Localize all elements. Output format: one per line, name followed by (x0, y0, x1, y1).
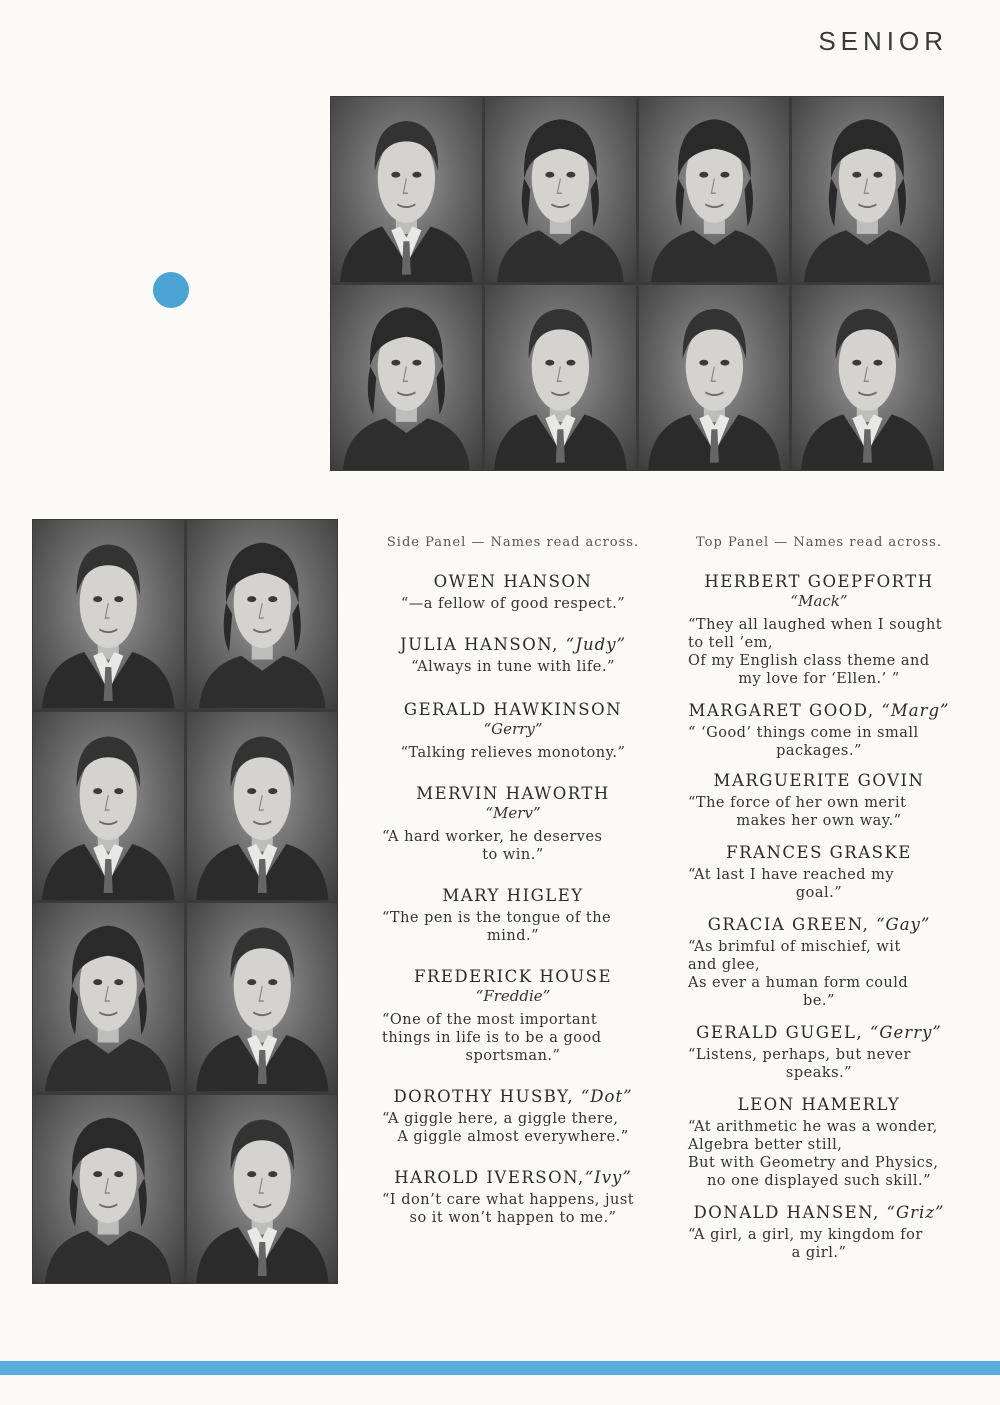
senior-quote (688, 616, 950, 688)
senior-quote (382, 909, 644, 945)
quote-line: be.” (803, 993, 835, 1009)
top-portrait-6 (485, 285, 636, 470)
senior-name: MARY HIGLEY (442, 886, 584, 905)
senior-quote (382, 1011, 644, 1065)
side-portrait-8 (187, 1095, 338, 1284)
senior-entry (688, 1023, 950, 1082)
quote-line: so it won’t happen to me.” (409, 1210, 617, 1226)
quote-line: packages.” (776, 743, 862, 759)
quote-line: “As brimful of mischief, wit (688, 939, 901, 955)
senior-nickname: “Dot” (580, 1087, 633, 1106)
bottom-rule (0, 1361, 1000, 1375)
senior-quote (688, 866, 950, 902)
senior-nickname: “Gay” (876, 915, 931, 934)
senior-name: OWEN HANSON (433, 572, 593, 591)
senior-name: MERVIN HAWORTH (416, 784, 610, 803)
senior-entry (688, 1095, 950, 1190)
senior-entry (382, 886, 644, 945)
quote-line: and glee, (688, 957, 761, 973)
senior-quote (382, 658, 644, 676)
quote-line: A giggle almost everywhere.” (397, 1129, 629, 1145)
senior-quote (382, 744, 644, 762)
quote-line: “At last I have reached my (688, 867, 895, 883)
senior-name: HERBERT GOEPFORTH (704, 572, 934, 591)
senior-entry (688, 915, 950, 1010)
senior-quote (688, 794, 950, 830)
top-portrait-3 (639, 97, 790, 282)
senior-quote (688, 724, 950, 760)
quote-line: “At arithmetic he was a wonder, (688, 1119, 938, 1135)
senior-entry (382, 1087, 644, 1146)
senior-nickname: “Marg” (881, 701, 950, 720)
senior-nickname: “Merv” (485, 804, 541, 822)
senior-name: HAROLD IVERSON,“Ivy” (394, 1168, 632, 1187)
quote-line: As ever a human form could (688, 975, 909, 991)
quote-line: to win.” (482, 847, 544, 863)
quote-line: “I don’t care what happens, just (382, 1192, 635, 1208)
side-panel-caption: Side Panel — Names read across. (386, 535, 640, 550)
quote-line: “A girl, a girl, my kingdom for (688, 1227, 923, 1243)
quote-line: no one displayed such skill.” (706, 1173, 932, 1189)
quote-line: goal.” (795, 885, 843, 901)
side-portrait-5 (33, 903, 184, 1092)
top-panel-text (688, 535, 950, 1262)
side-photo-panel (32, 519, 338, 1284)
top-photo-panel (330, 96, 944, 471)
senior-entry (688, 1203, 950, 1262)
senior-name: FREDERICK HOUSE (414, 967, 612, 986)
senior-entry (688, 572, 950, 688)
quote-line: Algebra better still, (688, 1137, 843, 1153)
quote-line: “—a fellow of good respect.” (400, 596, 626, 612)
quote-line: “The pen is the tongue of the (382, 910, 612, 926)
side-portrait-2 (187, 520, 338, 709)
quote-line: But with Geometry and Physics, (688, 1155, 939, 1171)
senior-nickname: “Gerry” (483, 720, 543, 738)
side-portrait-6 (187, 903, 338, 1092)
senior-entry (382, 572, 644, 613)
senior-name: LEON HAMERLY (737, 1095, 901, 1114)
quote-line: to tell ’em, (688, 635, 774, 651)
quote-line: “Talking relieves monotony.” (400, 745, 626, 761)
senior-quote (688, 1118, 950, 1190)
page-heading: SENIOR (818, 26, 948, 56)
senior-quote (688, 938, 950, 1010)
senior-entry (382, 635, 644, 676)
senior-entry (382, 967, 644, 1065)
senior-quote (382, 1191, 644, 1227)
quote-line: a girl.” (791, 1245, 847, 1261)
senior-quote (688, 1226, 950, 1262)
top-portrait-2 (485, 97, 636, 282)
senior-nickname: “Gerry” (869, 1023, 942, 1042)
side-panel-text (382, 535, 644, 1227)
side-portrait-7 (33, 1095, 184, 1284)
senior-nickname: “Griz” (886, 1203, 945, 1222)
quote-line: “ ‘Good’ things come in small (688, 725, 919, 741)
senior-name: DONALD HANSEN, “Griz” (693, 1203, 945, 1222)
senior-entry (382, 784, 644, 864)
senior-name: MARGUERITE GOVIN (713, 771, 925, 790)
quote-line: “One of the most important (382, 1012, 598, 1028)
quote-line: “They all laughed when I sought (688, 617, 943, 633)
senior-nickname: “Mack” (790, 592, 848, 610)
top-portrait-4 (792, 97, 943, 282)
side-portrait-4 (187, 712, 338, 901)
side-portrait-1 (33, 520, 184, 709)
top-portrait-1 (331, 97, 482, 282)
senior-name: GERALD GUGEL, “Gerry” (696, 1023, 942, 1042)
senior-entry (382, 1168, 644, 1227)
senior-nickname: “Freddie” (475, 987, 551, 1005)
top-portrait-5 (331, 285, 482, 470)
quote-line: things in life is to be a good (382, 1030, 602, 1046)
senior-entry (688, 701, 950, 760)
top-panel-caption: Top Panel — Names read across. (696, 535, 942, 550)
senior-quote (382, 1110, 644, 1146)
quote-line: “A giggle here, a giggle there, (382, 1111, 619, 1127)
senior-quote (382, 595, 644, 613)
top-portrait-8 (792, 285, 943, 470)
senior-name: GRACIA GREEN, “Gay” (707, 915, 931, 934)
quote-line: “A hard worker, he deserves (382, 829, 603, 845)
senior-name: DOROTHY HUSBY, “Dot” (393, 1087, 633, 1106)
quote-line: speaks.” (785, 1065, 853, 1081)
senior-nickname: “Ivy” (584, 1168, 632, 1187)
quote-line: “Always in tune with life.” (411, 659, 615, 675)
top-portrait-7 (639, 285, 790, 470)
senior-quote (688, 1046, 950, 1082)
senior-entry (688, 771, 950, 830)
senior-entry (382, 700, 644, 762)
senior-name: FRANCES GRASKE (726, 843, 912, 862)
senior-quote (382, 828, 644, 864)
quote-line: Of my English class theme and (688, 653, 930, 669)
senior-nickname: “Judy” (565, 635, 626, 654)
senior-name: MARGARET GOOD, “Marg” (688, 701, 950, 720)
quote-line: mind.” (486, 928, 540, 944)
senior-name: GERALD HAWKINSON (403, 700, 623, 719)
quote-line: sportsman.” (465, 1048, 561, 1064)
quote-line: makes her own way.” (736, 813, 902, 829)
quote-line: “Listens, perhaps, but never (688, 1047, 911, 1063)
senior-name: JULIA HANSON, “Judy” (400, 635, 626, 654)
quote-line: my love for ‘Ellen.’ ” (738, 671, 900, 687)
senior-entry (688, 843, 950, 902)
quote-line: “The force of her own merit (688, 795, 907, 811)
decorative-dot (153, 272, 189, 308)
side-portrait-3 (33, 712, 184, 901)
